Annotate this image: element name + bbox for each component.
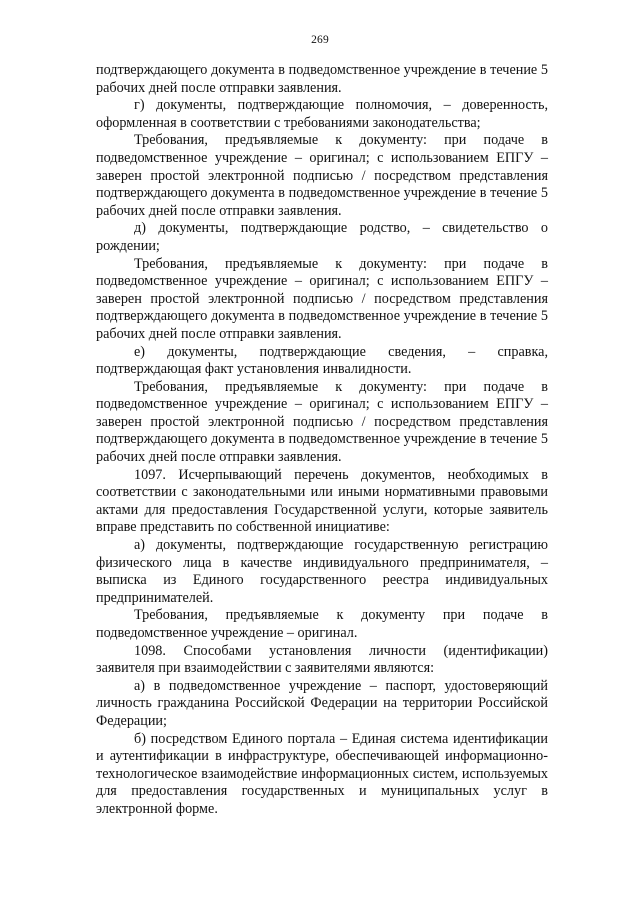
paragraph: подтверждающего документа в подведомственное учреждение в течение 5 рабочих дней после отправки заявления. [96,62,548,96]
paragraph: г) документы, подтверждающие полномочия, – доверенность, оформленная в соответствии с требованиями законодательства; [96,97,548,131]
paragraph: Требования, предъявляемые к документу: при подаче в подведомственное учреждение – оригинал; с использованием ЕПГУ – заверен простой электронной подписью / посредством представления подтверждающего документа в подведомственное учреждение в течение 5 рабочих дней после отправки заявления. [96,255,548,342]
paragraph: а) в подведомственное учреждение – паспорт, удостоверяющий личность гражданина Российской Федерации на территории Российской Федерации; [96,677,548,729]
paragraph: д) документы, подтверждающие родство, – свидетельство о рождении; [96,220,548,254]
paragraph: б) посредством Единого портала – Единая система идентификации и аутентификации в инфраструктуре, обеспечивающей информационно-технологическое взаимодействие информационных систем, используемых для предоставления государственных и муниципальных услуг в электронной форме. [96,730,548,817]
paragraph: Требования, предъявляемые к документу: при подаче в подведомственное учреждение – оригинал; с использованием ЕПГУ – заверен простой электронной подписью / посредством представления подтверждающего документа в подведомственное учреждение в течение 5 рабочих дней после отправки заявления. [96,132,548,219]
paragraph: Требования, предъявляемые к документу при подаче в подведомственное учреждение – оригинал. [96,607,548,641]
document-body [96,62,548,819]
paragraph: Требования, предъявляемые к документу: при подаче в подведомственное учреждение – оригинал; с использованием ЕПГУ – заверен простой электронной подписью / посредством представления подтверждающего документа в подведомственное учреждение в течение 5 рабочих дней после отправки заявления. [96,378,548,466]
paragraph: е) документы, подтверждающие сведения, – справка, подтверждающая факт установления инвалидности. [96,343,548,378]
paragraph: 1097. Исчерпывающий перечень документов, необходимых в соответствии с законодательными или иными нормативными правовыми актами для предоставления Государственной услуги, которые заявитель вправе представить по собственной инициативе: [96,466,548,536]
paragraph: 1098. Способами установления личности (идентификации) заявителя при взаимодействии с заявителями являются: [96,642,548,677]
page-number: 269 [311,34,329,46]
paragraph: а) документы, подтверждающие государственную регистрацию физического лица в качестве индивидуального предпринимателя, – выписка из Единого государственного реестра индивидуальных предпринимателей. [96,537,548,606]
